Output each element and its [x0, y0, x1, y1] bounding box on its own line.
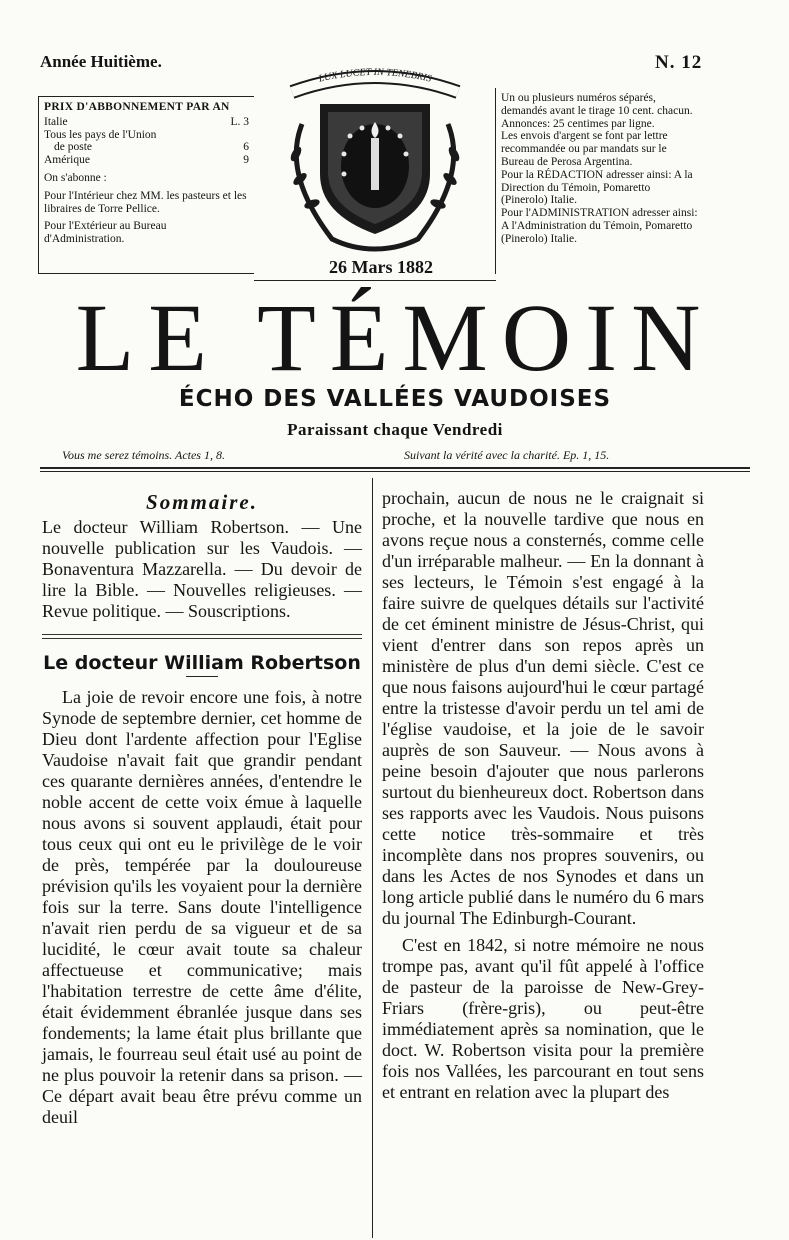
notice-annonces: Annonces: 25 centimes par ligne.	[501, 117, 655, 130]
price-row-union: de poste 6	[54, 141, 249, 154]
subscription-box: PRIX D'ABBONNEMENT PAR AN Italie L. 3 Tous les pays de l'Union de poste 6 Amérique 9 On s'abonne : Pour l'Intérieur chez MM. les pasteurs et les libraires de Torre Pellice. Pour l'Extérieur au Bureau d'Administration.	[38, 96, 254, 274]
issue-number: N. 12	[655, 52, 703, 73]
sommaire-body: Le docteur William Robertson. — Une nouvelle publication sur les Vaudois. — Bonaventura Mazzarella. — Du devoir de lire la Bible. — Nouvelles religieuses. — Revue politique. — Souscriptions.	[42, 517, 362, 621]
notice-administration: Pour l'ADMINISTRATION adresser ainsi: A l'Administration du Témoin, Pomaretto (Pinerolo) Italie.	[501, 207, 698, 245]
notices-box	[495, 88, 703, 274]
issue-date: 26 Mars 1882	[329, 257, 433, 277]
price-row-italie: Italie L. 3	[44, 115, 249, 128]
article-title: Le docteur William Robertson	[43, 652, 361, 674]
right-column	[382, 488, 704, 1103]
column-divider	[372, 478, 373, 1238]
newspaper-title: LE TÉMOIN	[75, 284, 715, 391]
price-row-amerique: Amérique 9	[44, 154, 249, 167]
motto-left: Vous me serez témoins. Actes 1, 8.	[62, 448, 225, 462]
newspaper-tagline: Paraissant chaque Vendredi	[287, 420, 503, 439]
notice-envois: Les envois d'argent se font par lettre recommandée ou par mandats sur le Bureau de Perosa Argentina.	[501, 130, 668, 168]
motto-right: Suivant la vérité avec la charité. Ep. 1, 15.	[404, 448, 610, 462]
article-paragraph-2: prochain, aucun de nous ne le craignait si proche, et la nouvelle tardive que nous en avons reçue nous a consternés, comme celle d'un irréparable malheur. — En la donnant à ses lecteurs, le Témoin s'est engagé à la faire suivre de quelques détails sur l'activité de cet éminent ministre de Jésus-Christ, qui vient d'entrer dans son repos après un ministère de plus d'un demi siècle. C'est ce que nous faisons aujourd'hui le cœur partagé entre la tristesse d'avoir perdu un tel ami de l'église vaudoise, et la joie de le savoir auprès de son Sauveur. — Nous avons à peine besoin d'ajouter que nous parlerons surtout du bienheureux doct. Robertson dans ses rapports avec les Vaudois. Nous puisons cette notice très-sommaire et très incomplète dans nos propres souvenirs, ou dans les Actes de nos Synodes et dans un long article publié dans le numéro du 6 mars du journal The Edinburgh-Courant.	[382, 488, 704, 928]
emblem-shield-icon	[262, 64, 488, 254]
article-paragraph-1: La joie de revoir encore une fois, à notre Synode de septembre dernier, cet homme de Dieu dont l'ardente affection pour l'Eglise Vaudoise n'avait fait que grandir pendant ces quarante dernières années, d'entendre le noble accent de cette voix émue à laquelle nous avons si souvent applaudi, était pour tous ceux qui ont eu le privilège de le voir de près, tempérée par la douloureuse prévision qu'ils les voyaient pour la dernière fois sur la terre. Sans doute l'intelligence n'avait rien perdu de sa vigueur et de sa lucidité, le cœur avait toute sa chaleur affectueuse et communicative; mais l'habitation terrestre de cette âme d'élite, était évidemment ébranlée jusque dans ses fondements; la lame était plus brillante que jamais, le fourreau seul était usé au point de ne plus pouvoir la retenir dans sa prison. — Ce départ avait beau être prévu comme un deuil	[42, 687, 362, 1127]
article-paragraph-3: C'est en 1842, si notre mémoire ne nous trompe pas, avant qu'il fût appelé à l'office de pasteur de la paroisse de New-Grey-Friars (frère-gris), ou peut-être immédiatement après sa nomination, que le doct. W. Robertson visita pour la première fois nos Vallées, les parcourant en tout sens et entrant en relation avec la plupart des	[382, 935, 704, 1102]
sommaire-heading: Sommaire.	[146, 490, 258, 514]
left-column	[42, 492, 362, 1128]
subscription-heading: PRIX D'ABBONNEMENT PAR AN	[44, 101, 230, 113]
notice-numbers: Un ou plusieurs numéros séparés, demandés avant le tirage 10 cent. chacun.	[501, 92, 693, 117]
newspaper-subtitle: ÉCHO DES VALLÉES VAUDOISES	[178, 386, 612, 412]
year-label: Année Huitième.	[40, 52, 162, 71]
subscribe-label: On s'abonne :	[44, 171, 107, 184]
emblem-motto: LUX LUCET IN TENEBRIS	[317, 66, 433, 85]
subscribe-exterior: Pour l'Extérieur au Bureau d'Administration.	[44, 220, 167, 246]
subscribe-interior: Pour l'Intérieur chez MM. les pasteurs et les libraires de Torre Pellice.	[44, 189, 247, 215]
notice-redaction: Pour la RÉDACTION adresser ainsi: A la Direction du Témoin, Pomaretto (Pinerolo) Italie.	[501, 168, 693, 207]
